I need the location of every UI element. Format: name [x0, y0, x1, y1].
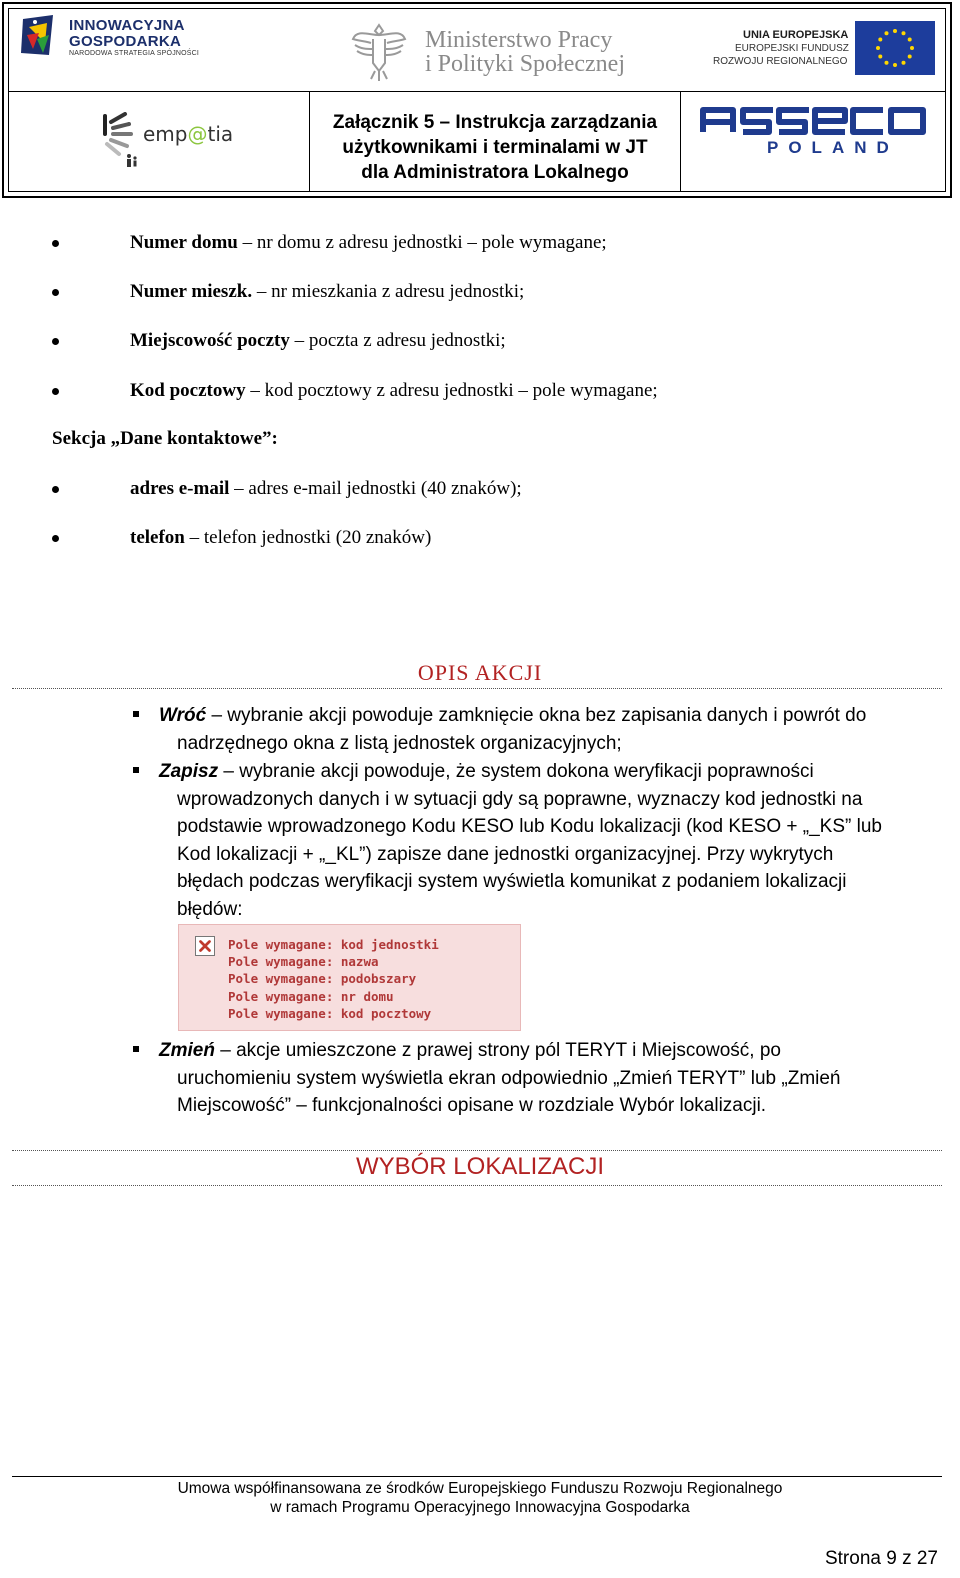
field-term: adres e-mail [130, 478, 230, 499]
field-item-kod-pocztowy [130, 380, 658, 402]
action-zapisz-line1: – wybranie akcji powoduje, że system dokona weryfikacji poprawności [218, 761, 814, 782]
page-number: Strona 9 z 27 [824, 1548, 938, 1569]
bullet-dot [52, 338, 59, 345]
action-zapisz [159, 758, 939, 923]
field-term: Miejscowość poczty [130, 330, 290, 351]
eagle-emblem-icon [349, 19, 409, 83]
innowacyjna-gospodarka-logo [19, 13, 219, 65]
eu-star-icon [885, 31, 889, 35]
asseco-logo [699, 104, 929, 136]
eu-star-icon [885, 61, 889, 65]
document-title [310, 110, 680, 185]
bullet-dot [52, 486, 59, 493]
field-item-email [130, 478, 522, 500]
wybor-lokalizacji-heading: WYBÓR LOKALIZACJI [355, 1153, 605, 1180]
ministry-logo [349, 19, 649, 89]
action-wroc-line2: nadrzędnego okna z listą jednostek organizacyjnych; [177, 732, 622, 754]
action-name-zapisz: Zapisz [159, 761, 219, 782]
empatia-at: @ [187, 122, 208, 146]
eu-line2: EUROPEJSKI FUNDUSZ [735, 43, 849, 54]
action-zmien-line3: Miejscowość” – funkcjonalności opisane w rozdziale Wybór lokalizacji. [177, 1095, 767, 1116]
action-name-zmien: Zmień [159, 1040, 215, 1061]
error-line: Pole wymagane: kod jednostki [228, 937, 439, 952]
ig-line1: INNOWACYJNA [69, 17, 185, 34]
ministry-line2: i Polityki Społecznej [425, 51, 625, 77]
field-item-telefon [130, 527, 431, 549]
eu-star-icon [908, 55, 912, 59]
action-wroc-line1: – wybranie akcji powoduje zamknięcie okna bez zapisania danych i powrót do [206, 705, 867, 726]
bullet-dot [52, 289, 59, 296]
field-desc: – poczta z adresu jednostki; [289, 330, 506, 351]
eu-star-icon [902, 61, 906, 65]
eu-flag-icon [855, 21, 935, 75]
title-line-2: użytkownikami i terminalami w JT [342, 137, 648, 158]
heading-rule-bottom [12, 1185, 942, 1186]
field-term: Numer mieszk. [130, 281, 253, 302]
error-line: Pole wymagane: nazwa [228, 954, 379, 970]
asseco-poland-text: POLAND [767, 138, 899, 157]
empatia-logo [99, 106, 269, 176]
empatia-rays-icon [99, 112, 139, 168]
action-zmien-line1: – akcje umieszczone z prawej strony pól TERYT i Miejscowość, po [214, 1040, 781, 1061]
empatia-pre: emp [143, 122, 188, 146]
ministry-line1: Ministerstwo Pracy [425, 27, 613, 53]
opis-akcji-heading: OPIS AKCJI [417, 660, 543, 685]
bullet-square [133, 711, 139, 717]
field-desc: – telefon jednostki (20 znaków) [184, 527, 432, 548]
error-line: Pole wymagane: nr domu [228, 988, 394, 1004]
ig-line3: NARODOWA STRATEGIA SPÓJNOŚCI [69, 50, 200, 57]
header-title-row [9, 92, 945, 191]
document-header [2, 2, 952, 198]
ig-line2: GOSPODARKA [69, 33, 182, 50]
field-term: Kod pocztowy [130, 380, 246, 401]
action-zapisz-line2: wprowadzonych danych i w sytuacji gdy są poprawne, wyznaczy kod jednostki na [177, 788, 863, 810]
eu-star-icon [893, 29, 897, 33]
action-zmien [159, 1037, 939, 1120]
eu-star-icon [893, 63, 897, 67]
empatia-post: tia [207, 122, 234, 146]
bullet-dot [52, 535, 59, 542]
heading-rule-top [12, 1150, 942, 1151]
title-line-1: Załącznik 5 – Instrukcja zarządzania [332, 112, 658, 133]
heading-rule [12, 688, 942, 689]
bullet-dot [52, 240, 59, 247]
action-name-wroc: Wróć [159, 705, 207, 726]
action-zmien-line2: uruchomieniu system wyświetla ekran odpowiednio „Zmień TERYT” lub „Zmień [177, 1067, 841, 1089]
title-line-3: dla Administratora Lokalnego [361, 162, 629, 183]
eu-star-icon [878, 38, 882, 42]
eu-star-icon [876, 46, 880, 50]
header-right-cell [681, 92, 945, 191]
footer-line1: Umowa współfinansowana ze środków Europejskiego Funduszu Rozwoju Regionalnego [177, 1480, 783, 1497]
eu-fund-logo [705, 21, 945, 79]
bullet-dot [52, 388, 59, 395]
header-left-cell [9, 92, 310, 191]
ig-emblem-icon [19, 13, 57, 59]
action-zapisz-line5: błędach podczas weryfikacji system wyświetla komunikat z podaniem lokalizacji [177, 871, 847, 892]
error-line: Pole wymagane: podobszary [228, 971, 417, 987]
field-desc: – nr mieszkania z adresu jednostki; [252, 281, 525, 302]
action-zapisz-line6: błędów: [177, 898, 243, 920]
field-term: telefon [130, 527, 185, 548]
close-x-icon[interactable] [195, 936, 215, 956]
eu-line3: ROZWOJU REGIONALNEGO [713, 56, 848, 67]
header-title-cell [310, 92, 681, 191]
eu-line1: UNIA EUROPEJSKA [743, 29, 849, 41]
validation-error-box [178, 924, 521, 1031]
error-line: Pole wymagane: kod pocztowy [228, 1005, 432, 1021]
bullet-square [133, 767, 139, 773]
empatia-wordmark [143, 122, 233, 146]
field-desc: – nr domu z adresu jednostki – pole wymagane; [237, 232, 607, 253]
eu-star-icon [902, 31, 906, 35]
action-wroc [159, 702, 939, 757]
header-logo-row [9, 9, 945, 92]
field-item-numer-domu [130, 232, 607, 254]
footer-rule [12, 1476, 942, 1477]
section-contact-heading: Sekcja „Dane kontaktowe”: [52, 428, 278, 449]
bullet-square [133, 1046, 139, 1052]
field-desc: – adres e-mail jednostki (40 znaków); [229, 478, 522, 499]
field-item-numer-mieszk [130, 281, 524, 303]
header-frame [8, 8, 946, 192]
footer-line2: w ramach Programu Operacyjnego Innowacyjna Gospodarka [270, 1499, 690, 1516]
action-zapisz-line3: podstawie wprowadzonego Kodu KESO lub Kodu lokalizacji (kod KESO + „_KS” lub [177, 816, 882, 837]
eu-star-icon [878, 55, 882, 59]
field-term: Numer domu [130, 232, 238, 253]
error-list [228, 936, 439, 1022]
field-desc: – kod pocztowy z adresu jednostki – pole wymagane; [245, 380, 658, 401]
eu-star-icon [908, 38, 912, 42]
eu-star-icon [910, 46, 914, 50]
action-zapisz-line4: Kod lokalizacji + „_KL”) zapisze dane jednostki organizacyjnej. Przy wykrytych [177, 843, 834, 865]
field-item-miejscowosc-poczty [130, 330, 506, 352]
